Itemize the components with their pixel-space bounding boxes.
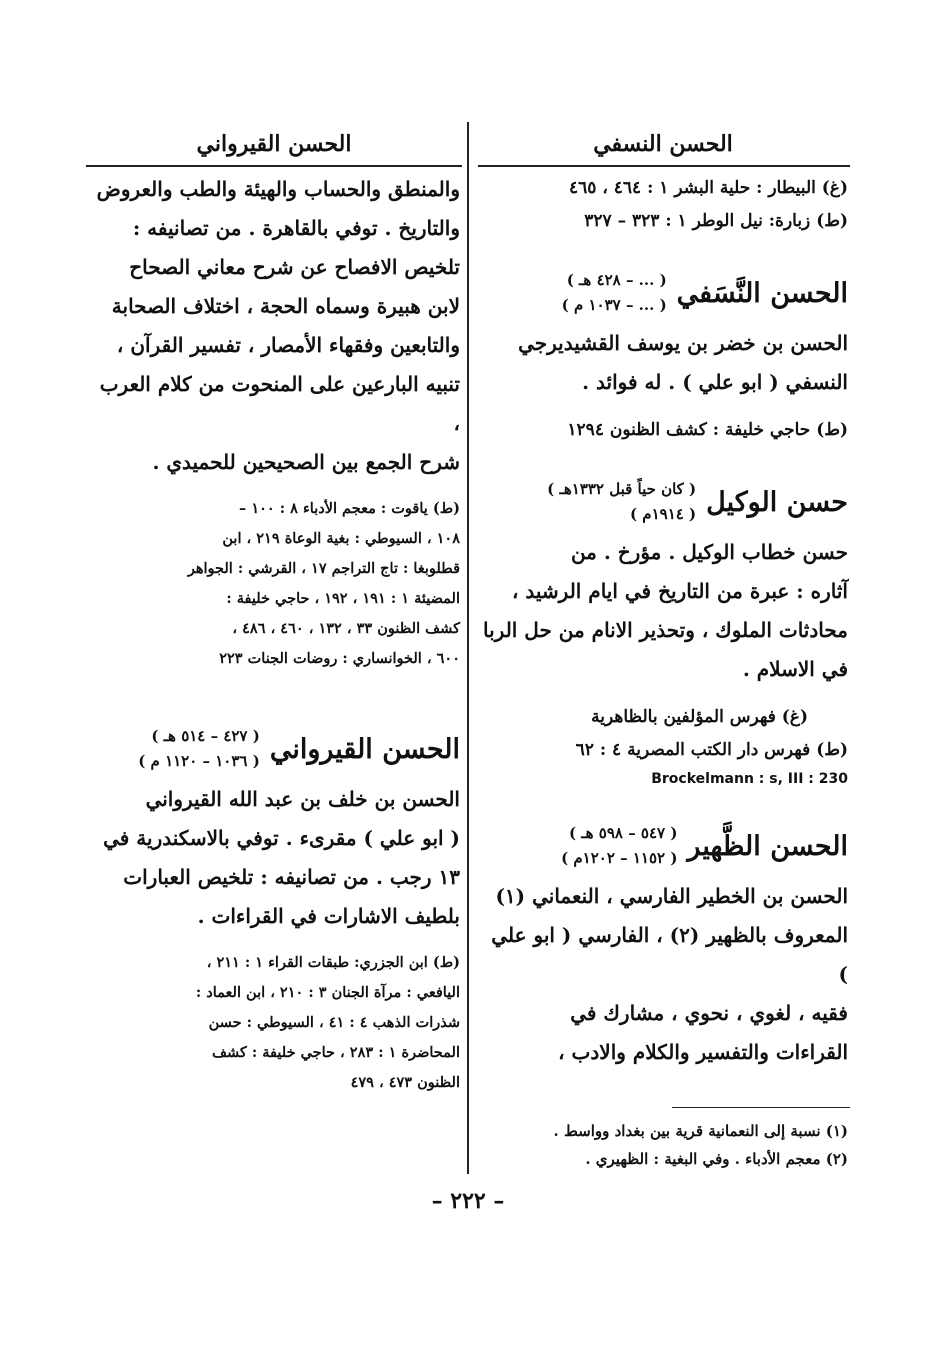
dates-gregorian: ( ١٠٣٦ – ١١٢٠ م ) [138,752,260,770]
footnote: (٢) معجم الأدباء . وفي البغية : الظهيري . [585,1150,848,1168]
entry-text-line: ١٣ رجب . من تصانيفه : تلخيص العبارات [123,865,460,889]
entry-text-line: ( ابو علي ) مقرىء . توفي بالاسكندرية في [103,826,460,850]
entry-text-line: بلطيف الاشارات في القراءات . [197,904,460,928]
ref-line: (غ) فهرس المؤلفين بالظاهرية [591,707,808,727]
entry-text-line: شرح الجمع بين الصحيحين للحميدي . [152,450,460,474]
ref-line: شذرات الذهب ٤ : ٤١ ، السيوطي : حسن [208,1014,460,1031]
footnotes [478,1117,848,1173]
entry-text-line: النسفي ( ابو علي ) . له فوائد . [582,370,848,394]
column-divider [467,122,469,1174]
dates-hijri: ( كان حياً قبل ١٣٣٢هـ ) [547,480,697,498]
entry-text-line: الحسن بن خضر بن يوسف القشيديرجي [518,331,848,355]
ref-line: (ط) ياقوت : معجم الأدباء ٨ : ١٠٠ – [239,500,460,517]
entry-text-line: والمنطق والحساب والهيئة والطب والعروض [96,177,460,201]
entry-text-line: الحسن بن الخطير الفارسي ، النعماني (١) [495,884,848,908]
entry-dates [547,477,696,527]
entry-text-line: المعروف بالظهير (٢) ، الفارسي ( ابو علي ) [491,923,848,986]
dates-gregorian: ( ... – ١٠٣٧ م ) [561,296,667,314]
ref-line: المضيئة ١ : ١٩١ ، ١٩٢ ، حاجي خليفة : [226,590,460,607]
entry-text-line: لابن هبيرة وسماه الحجة ، اختلاف الصحابة [111,294,460,318]
ref-line: اليافعي : مرآة الجنان ٣ : ٢١٠ ، ابن العماد : [195,984,460,1001]
left-column [88,124,460,1098]
running-head-left: الحسن القيرواني [196,131,352,157]
entry-text-line: في الاسلام . [742,657,848,681]
latin-ref: Brockelmann : s, III : 230 [651,771,848,787]
entry-name: حسن الوكيل [706,486,848,518]
entry-name: الحسن النَّسَفي [676,277,848,309]
entry-dates [562,268,667,318]
ref-line: (ط) حاجي خليفة : كشف الظنون ١٢٩٤ [567,420,848,440]
ref-line: كشف الظنون ٣٣ ، ١٣٢ ، ٤٦٠ ، ٤٨٦ ، [232,620,460,637]
dates-gregorian: ( ١١٥٢ – ١٢٠٢م ) [561,849,678,867]
footnote-rule [672,1107,850,1108]
running-head-right: الحسن النسفي [593,131,733,157]
dates-hijri: ( ... – ٤٢٨ هـ ) [566,271,667,289]
entry-heading [88,724,460,774]
entry-name: الحسن الظَّهير [687,830,848,862]
entry-text-line: القراءات والتفسير والكلام والادب ، [558,1040,848,1064]
entry-dates [138,724,260,774]
ref-line: المحاضرة ١ : ٢٨٣ ، حاجي خليفة : كشف [211,1044,460,1061]
entry-text-line: والتابعين وفقهاء الأمصار ، تفسير القرآن ، [116,333,460,357]
right-column [478,124,848,1072]
entry-heading [478,821,848,871]
ref-line: قطلوبغا : تاج التراجم ١٧ ، القرشي : الجواهر [187,560,460,577]
entry-heading [478,268,848,318]
ref-line: (ط) ابن الجزري: طبقات القراء ١ : ٢١١ ، [206,954,460,971]
entry-text-line: تلخيص الافصاح عن شرح معاني الصحاح [129,255,460,279]
ref-line: ٦٠٠ ، الخوانساري : روضات الجنات ٢٢٣ [219,650,460,667]
dates-hijri: ( ٥٤٧ – ٥٩٨ هـ ) [568,824,678,842]
entry-text-line: محادثات الملوك ، وتحذير الانام من حل الربا [483,618,848,642]
entry-heading [478,477,848,527]
dates-gregorian: ( ١٩١٤م ) [629,505,697,523]
ref-line: (ط) زبارة: نيل الوطر ١ : ٣٢٣ – ٣٢٧ [584,211,848,231]
entry-text-line: الحسن بن خلف بن عبد الله القيرواني [145,787,460,811]
ref-line: الظنون ٤٧٣ ، ٤٧٩ [350,1074,460,1091]
entry-text-line: فقيه ، لغوي ، نحوي ، مشارك في [570,1001,848,1025]
entry-text-line: حسن خطاب الوكيل . مؤرخ . من [570,540,848,564]
entry-dates [561,821,677,871]
ref-line: (ط) فهرس دار الكتب المصرية ٤ : ٦٢ [575,740,848,760]
entry-text-line: والتاريخ . توفي بالقاهرة . من تصانيفه : [132,216,460,240]
footnote: (١) نسبة إلى النعمانية قرية بين بغداد وواسط . [553,1122,848,1140]
ref-line: (غ) البيطار : حلية البشر ١ : ٤٦٤ ، ٤٦٥ [569,178,848,198]
entry-name: الحسن القيرواني [269,733,460,765]
entry-text-line: آثاره : عبرة من التاريخ في ايام الرشيد ، [511,579,848,603]
page-number: – ٢٢٢ – [431,1188,505,1214]
entry-text-line: تنبيه البارعين على المنحوت من كلام العرب ، [99,372,460,435]
ref-line: ١٠٨ ، السيوطي : بغية الوعاة ٢١٩ ، ابن [222,530,460,547]
dates-hijri: ( ٤٢٧ – ٥١٤ هـ ) [151,727,260,745]
